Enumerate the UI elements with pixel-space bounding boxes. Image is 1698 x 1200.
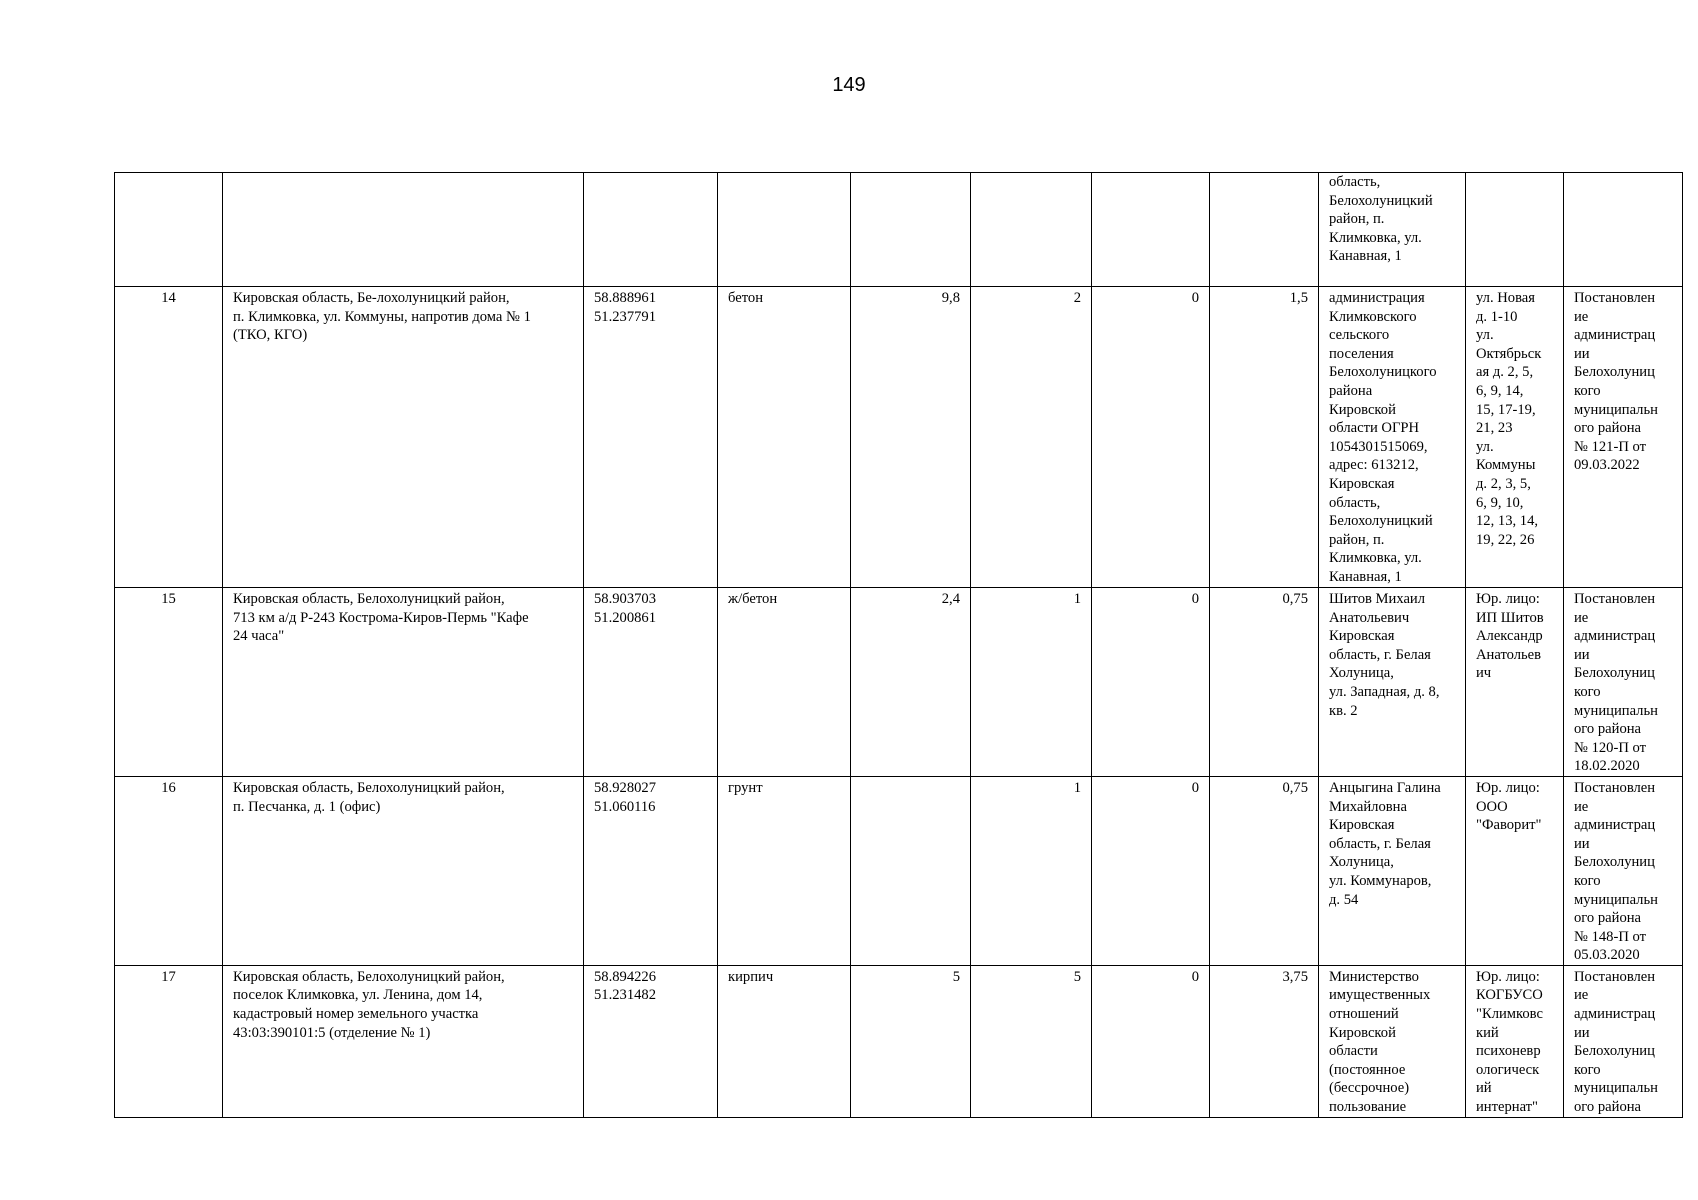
containers-planned-cell	[1092, 173, 1210, 287]
owner-cell: Министерство имущественных отношений Кировской области (постоянное (бессрочное) пользование	[1319, 965, 1466, 1117]
volume-cell: 0,75	[1210, 776, 1319, 965]
address-cell	[223, 173, 584, 287]
surface-cell: ж/бетон	[718, 588, 851, 777]
owner-cell: администрация Климковского сельского поселения Белохолуницкого района Кировской области ОГРН 1054301515069, адрес: 613212, Кировская область, Белохолуницкий район, п. Климковка, ул. Канавная, 1	[1319, 287, 1466, 588]
table-row	[115, 776, 1683, 965]
volume-cell	[1210, 173, 1319, 287]
volume-cell: 0,75	[1210, 588, 1319, 777]
containers-planned-cell: 0	[1092, 588, 1210, 777]
area-cell: 9,8	[851, 287, 971, 588]
containers-planned-cell: 0	[1092, 287, 1210, 588]
address-cell: Кировская область, Белохолуницкий район, поселок Климковка, ул. Ленина, дом 14, кадастровый номер земельного участка 43:03:390101:5 (отделение № 1)	[223, 965, 584, 1117]
surface-cell: кирпич	[718, 965, 851, 1117]
sources-cell: ул. Новая д. 1-10 ул. Октябрьск ая д. 2, 5, 6, 9, 14, 15, 17-19, 21, 23 ул. Коммуны д. 2, 3, 5, 6, 9, 10, 12, 13, 14, 19, 22, 26	[1466, 287, 1564, 588]
area-cell	[851, 776, 971, 965]
sources-cell	[1466, 173, 1564, 287]
row-number-cell: 17	[115, 965, 223, 1117]
area-cell: 2,4	[851, 588, 971, 777]
surface-cell: бетон	[718, 287, 851, 588]
coordinates-cell: 58.888961 51.237791	[584, 287, 718, 588]
table-row	[115, 588, 1683, 777]
containers-count-cell: 5	[971, 965, 1092, 1117]
owner-cell: Шитов Михаил Анатольевич Кировская область, г. Белая Холуница, ул. Западная, д. 8, кв. 2	[1319, 588, 1466, 777]
address-cell: Кировская область, Белохолуницкий район, 713 км а/д Р-243 Кострома-Киров-Пермь "Кафе 24 часа"	[223, 588, 584, 777]
table-row	[115, 173, 1683, 287]
coordinates-cell: 58.894226 51.231482	[584, 965, 718, 1117]
row-number-cell	[115, 173, 223, 287]
containers-planned-cell: 0	[1092, 776, 1210, 965]
sources-cell: Юр. лицо: ООО "Фаворит"	[1466, 776, 1564, 965]
containers-count-cell: 2	[971, 287, 1092, 588]
area-cell: 5	[851, 965, 971, 1117]
containers-planned-cell: 0	[1092, 965, 1210, 1117]
surface-cell	[718, 173, 851, 287]
decree-cell: Постановлен ие администрац ии Белохолуниц кого муниципальн ого района № 148-П от 05.03.2020	[1564, 776, 1683, 965]
volume-cell: 1,5	[1210, 287, 1319, 588]
decree-cell: Постановлен ие администрац ии Белохолуниц кого муниципальн ого района № 120-П от 18.02.2020	[1564, 588, 1683, 777]
owner-cell: область, Белохолуницкий район, п. Климковка, ул. Канавная, 1	[1319, 173, 1466, 287]
address-cell: Кировская область, Белохолуницкий район, п. Песчанка, д. 1 (офис)	[223, 776, 584, 965]
sources-cell: Юр. лицо: КОГБУСО "Климковс кий психоневр ологическ ий интернат"	[1466, 965, 1564, 1117]
containers-count-cell: 1	[971, 588, 1092, 777]
address-cell: Кировская область, Бе-лохолуницкий район, п. Климковка, ул. Коммуны, напротив дома № 1 (ТКО, КГО)	[223, 287, 584, 588]
registry-table	[114, 172, 1683, 1118]
page-number: 149	[832, 74, 866, 96]
row-number-cell: 14	[115, 287, 223, 588]
area-cell	[851, 173, 971, 287]
surface-cell: грунт	[718, 776, 851, 965]
decree-cell	[1564, 173, 1683, 287]
decree-cell: Постановлен ие администрац ии Белохолуниц кого муниципальн ого района	[1564, 965, 1683, 1117]
volume-cell: 3,75	[1210, 965, 1319, 1117]
coordinates-cell	[584, 173, 718, 287]
table-row	[115, 965, 1683, 1117]
coordinates-cell: 58.903703 51.200861	[584, 588, 718, 777]
sources-cell: Юр. лицо: ИП Шитов Александр Анатольев ич	[1466, 588, 1564, 777]
containers-count-cell: 1	[971, 776, 1092, 965]
owner-cell: Анцыгина Галина Михайловна Кировская область, г. Белая Холуница, ул. Коммунаров, д. 54	[1319, 776, 1466, 965]
containers-count-cell	[971, 173, 1092, 287]
coordinates-cell: 58.928027 51.060116	[584, 776, 718, 965]
table-row	[115, 287, 1683, 588]
decree-cell: Постановлен ие администрац ии Белохолуниц кого муниципальн ого района № 121-П от 09.03.2022	[1564, 287, 1683, 588]
row-number-cell: 16	[115, 776, 223, 965]
row-number-cell: 15	[115, 588, 223, 777]
